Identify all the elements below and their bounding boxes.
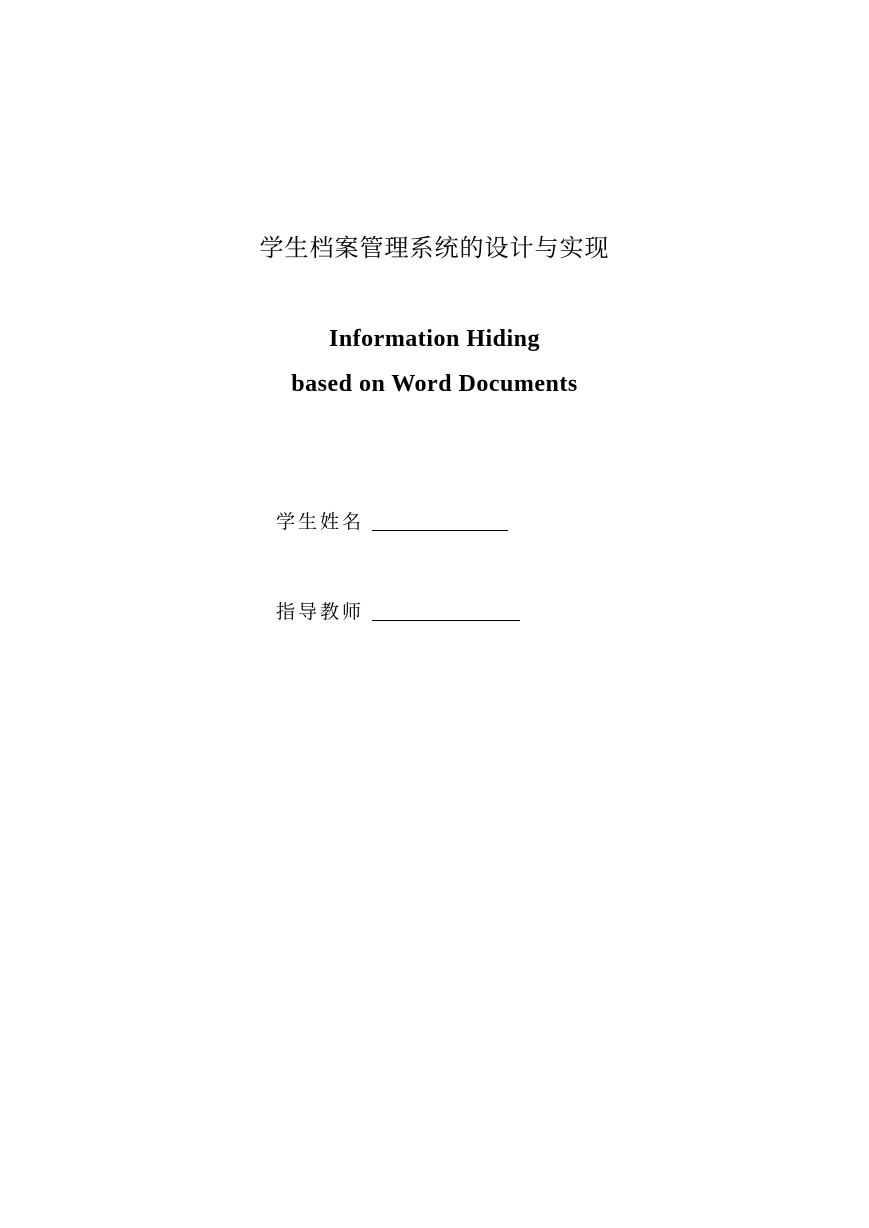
advisor-blank	[372, 594, 520, 621]
english-title-line-2: based on Word Documents	[291, 371, 578, 397]
student-name-blank	[372, 504, 508, 531]
advisor-label: 指导教师	[276, 601, 365, 623]
student-name-label: 学生姓名	[276, 511, 365, 533]
advisor-field	[276, 590, 520, 626]
student-name-field	[276, 500, 508, 536]
english-title-line-1: Information Hiding	[328, 326, 541, 352]
chinese-title: 学生档案管理系统的设计与实现	[259, 234, 610, 262]
